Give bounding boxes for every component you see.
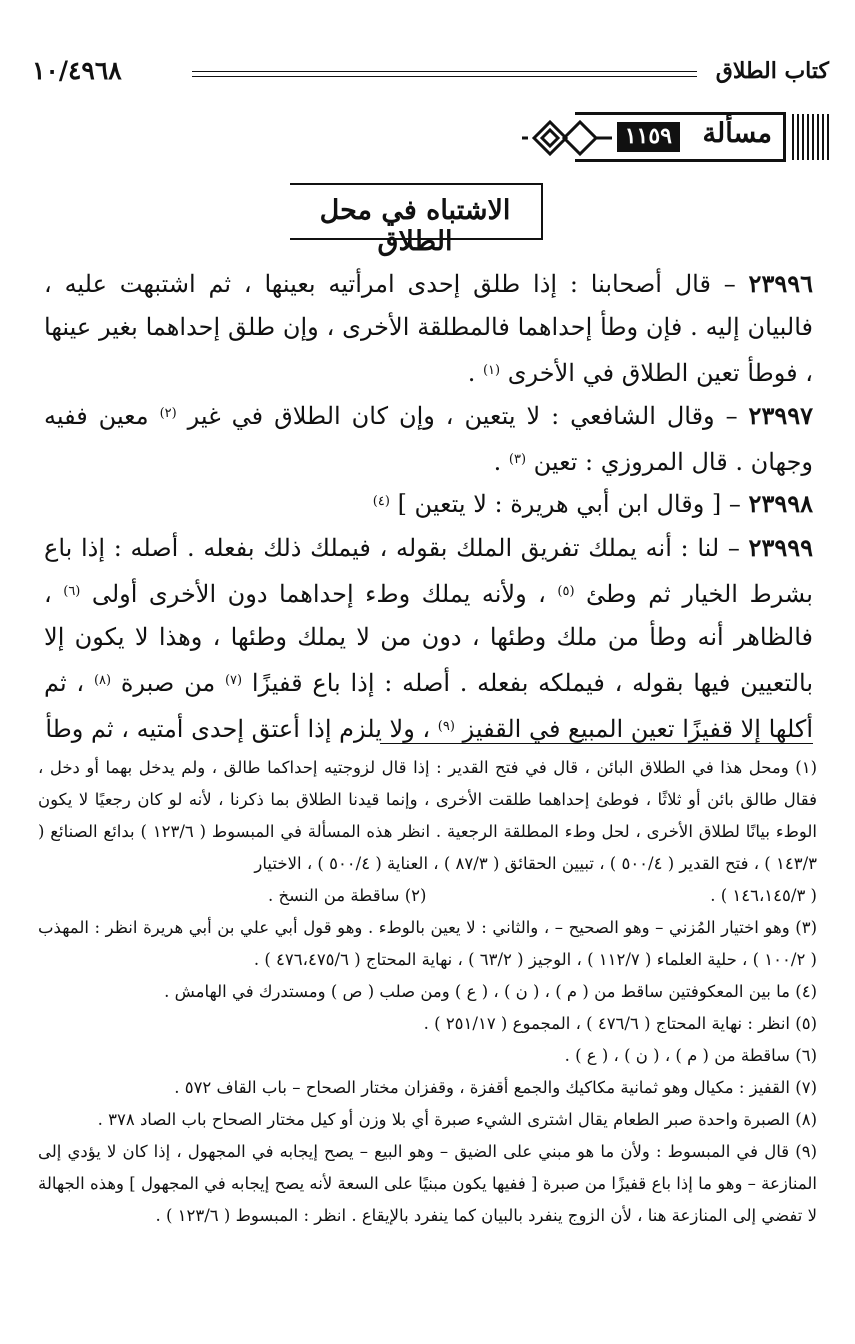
paragraph-23997 bbox=[44, 392, 813, 484]
header-rule bbox=[192, 71, 697, 77]
paragraph-number: ٢٣٩٩٩ bbox=[748, 533, 813, 562]
footnote-row-1-2 bbox=[38, 880, 817, 912]
footnote-3: (٣) وهو اختيار المُزني – وهو الصحيح – ، والثاني : لا يعين بالوطء . وهو قول أبي علي بن أبي هريرة انظر : المهذب ( ١٠٠/٢ ) ، حلية العلماء ( ١١٢/٧ ) ، الوجيز ( ٦٣/٢ ) ، نهاية المحتاج ( ٤٧٦،٤٧٥/٦ ) . bbox=[38, 918, 817, 969]
title-frame-top bbox=[290, 183, 543, 185]
title-frame-bottom bbox=[290, 238, 543, 240]
footnote-1-end: ( ١٤٦،١٤٥/٣ ) . bbox=[710, 886, 817, 905]
footnote-4: (٤) ما بين المعكوفتين ساقط من ( م ) ، ( ن ) ، ( ع ) ومن صلب ( ص ) ومستدرك في الهامش . bbox=[164, 982, 817, 1001]
chapter-title: الاشتباه في محل الطلاق bbox=[319, 195, 511, 257]
paragraph-number: ٢٣٩٩٨ bbox=[748, 489, 813, 518]
masala-number: ١١٥٩ bbox=[617, 122, 680, 152]
paragraph-tail: . bbox=[493, 448, 509, 476]
footnote-ref[interactable]: (٨) bbox=[93, 673, 112, 688]
banner-hatch bbox=[792, 114, 832, 160]
footnotes bbox=[38, 752, 817, 1232]
paragraph-number: ٢٣٩٩٦ bbox=[748, 269, 813, 298]
footnote-ref[interactable]: (٥) bbox=[557, 584, 575, 599]
paragraph-text: – قال أصحابنا : إذا طلق إحدى امرأتيه بعينها ، ثم اشتبهت عليه ، فالبيان إليه . فإن وطأ إحداهما فالمطلقة الأخرى ، وإن طلق إحداهما بغير عينها ، فوطأ تعين الطلاق في الأخرى bbox=[44, 270, 814, 387]
footnote-9: (٩) قال في المبسوط : ولأن ما هو مبني على الضيق – وهو البيع – يصح إيجابه في المجهول ، إذا كان لا يؤدي إلى المنازعة – وهو ما إذا باع قفيزًا من صبرة [ ففيها يكون مبنيًا على السعة لأنه يصح إيجابه في المجهول ] وهذه الجهالة لا تفضي إلى المنازعة هنا ، لأن الزوج ينفرد بالبيان كما ينفرد بالإيقاع . انظر : المبسوط ( ١٢٣/٦ ) . bbox=[38, 1142, 817, 1225]
footnote-ref[interactable]: (٦) bbox=[63, 584, 81, 599]
paragraph-tail: . bbox=[467, 359, 483, 387]
footnote-8: (٨) الصبرة واحدة صبر الطعام يقال اشترى الشيء صبرة أي بلا وزن أو كيل مختار الصحاح باب الصاد ٣٧٨ . bbox=[97, 1110, 817, 1129]
footnote-5: (٥) انظر : نهاية المحتاج ( ٤٧٦/٦ ) ، المجموع ( ٢٥١/١٧ ) . bbox=[423, 1014, 817, 1033]
paragraph-23999 bbox=[44, 526, 813, 751]
paragraph-text: – لنا : أنه يملك تفريق الملك بقوله ، فيملك ذلك بفعله . أصله : إذا باع بشرط الخيار ثم وطئ bbox=[44, 534, 813, 608]
paragraph-23998 bbox=[300, 480, 813, 526]
footnote-7: (٧) القفيز : مكيال وهو ثمانية مكاكيك والجمع أقفزة ، وقفزان مختار الصحاح – باب القاف ٥٧٢ . bbox=[174, 1078, 817, 1097]
footnote-ref[interactable]: (٧) bbox=[224, 673, 243, 688]
footnote-ref[interactable]: (٤) bbox=[372, 494, 390, 509]
page-reference: ١٠/٤٩٦٨ bbox=[32, 56, 122, 85]
footnote-ref[interactable]: (١) bbox=[482, 363, 501, 378]
paragraph-text: – [ وقال ابن أبي هريرة : لا يتعين ] bbox=[397, 490, 749, 518]
paragraph-tail: ، ولأنه يملك وطء إحداهما دون الأخرى أولى bbox=[91, 580, 558, 608]
masala-banner bbox=[545, 112, 832, 162]
paragraph-tail: ، ولا يلزم إذا أعتق إحدى أمتيه ، ثم وطأ bbox=[45, 715, 438, 743]
footnote-2: (٢) ساقطة من النسخ . bbox=[268, 886, 427, 905]
paragraph-23996 bbox=[44, 262, 813, 395]
book-title: كتاب الطلاق bbox=[715, 58, 829, 84]
paragraph-tail: معين ففيه وجهان . قال المروزي : تعين bbox=[44, 402, 813, 476]
footnote-divider bbox=[380, 743, 813, 744]
paragraph-text: – وقال الشافعي : لا يتعين ، وإن كان الطلاق في غير bbox=[187, 402, 749, 430]
paragraph-tail: ، ثم أكلها إلا قفيزًا تعين المبيع في القفيز bbox=[44, 669, 813, 743]
paragraph-tail: ، فالظاهر أنه وطأ من ملك وطئها ، دون من لا يملك وطئها ، وهذا لا يكون إلا بالتعيين فيها بقوله ، فيملكه بفعله . أصله : إذا باع قفيزًا bbox=[44, 580, 814, 697]
footnote-ref[interactable]: (٩) bbox=[437, 719, 455, 734]
paragraph-tail: من صبرة bbox=[120, 669, 225, 697]
running-header bbox=[32, 58, 829, 88]
paragraph-number: ٢٣٩٩٧ bbox=[748, 401, 813, 430]
footnote-1: (١) ومحل هذا في الطلاق البائن ، قال في فتح القدير : إذا قال لزوجتيه إحداكما طالق ، ولم يدخل بهما أو دخل ، فقال طالق بائن أو ثلاثًا ، فوطئ إحداهما طلقت الأخرى ، وإنما قيدنا الطلاق بما ذكرنا ، لأنه لو كان رجعيًا لا يكون الوطء بيانًا لطلاق الأخرى ، لحل وطء المطلقة الرجعية . انظر هذه المسألة في المبسوط ( ١٢٣/٦ ) بدائع الصنائع ( ١٤٣/٣ ) ، فتح القدير ( ٥٠٠/٤ ) ، تبيين الحقائق ( ٨٧/٣ ) ، العناية ( ٥٠٠/٤ ) ، الاختيار bbox=[38, 758, 817, 873]
footnote-6: (٦) ساقطة من ( م ) ، ( ن ) ، ( ع ) . bbox=[564, 1046, 817, 1065]
footnote-ref[interactable]: (٣) bbox=[508, 452, 527, 467]
masala-label: مسألة bbox=[702, 118, 772, 149]
footnote-ref[interactable]: (٢) bbox=[159, 406, 177, 421]
